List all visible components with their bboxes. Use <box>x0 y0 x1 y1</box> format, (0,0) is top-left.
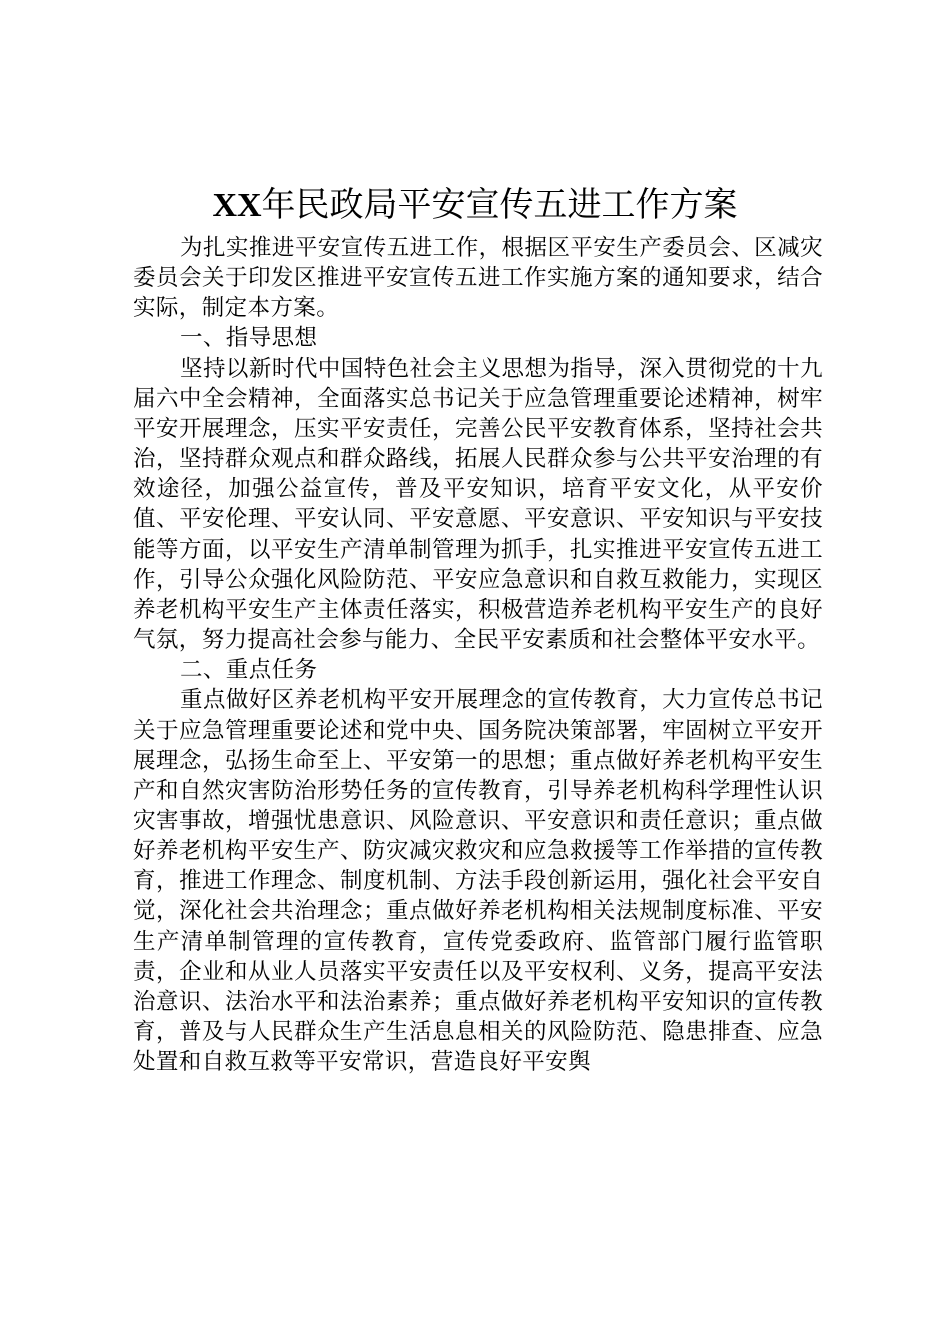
title-prefix: XX <box>212 187 262 224</box>
section-body-key-tasks: 重点做好区养老机构平安开展理念的宣传教育，大力宣传总书记关于应急管理重要论述和党中央、国务院决策部署，牢固树立平安开展理念，弘扬生命至上、平安第一的思想；重点做好养老机构平安生产和自然灾害防治形势任务的宣传教育，引导养老机构科学理性认识灾害事故，增强忧患意识、风险意识、平安意识和责任意识；重点做好养老机构平安生产、防灾减灾救灾和应急救援等工作举措的宣传教育，推进工作理念、制度机制、方法手段创新运用，强化社会平安自觉，深化社会共治理念；重点做好养老机构相关法规制度标准、平安生产清单制管理的宣传教育，宣传党委政府、监管部门履行监管职责，企业和从业人员落实平安责任以及平安权利、义务，提高平安法治意识、法治水平和法治素养；重点做好养老机构平安知识的宣传教育，普及与人民群众生产生活息息相关的风险防范、隐患排查、应急处置和自救互救等平安常识，营造良好平安舆 <box>133 687 823 1076</box>
section-heading-key-tasks: 二、重点任务 <box>180 657 318 684</box>
document-title <box>0 183 950 228</box>
section-heading-guiding-thought: 一、指导思想 <box>180 325 318 352</box>
intro-paragraph: 为扎实推进平安宣传五进工作，根据区平安生产委员会、区减灾委员会关于印发区推进平安宣传五进工作实施方案的通知要求，结合实际，制定本方案。 <box>133 235 823 322</box>
title-text: 年民政局平安宣传五进工作方案 <box>261 185 738 225</box>
document-body <box>133 233 823 1077</box>
section-body-guiding-thought: 坚持以新时代中国特色社会主义思想为指导，深入贯彻党的十九届六中全会精神，全面落实总书记关于应急管理重要论述精神，树牢平安开展理念，压实平安责任，完善公民平安教育体系，坚持社会共治，坚持群众观点和群众路线，拓展人民群众参与公共平安治理的有效途径，加强公益宣传，普及平安知识，培育平安文化，从平安价值、平安伦理、平安认同、平安意愿、平安意识、平安知识与平安技能等方面，以平安生产清单制管理为抓手，扎实推进平安宣传五进工作，引导公众强化风险防范、平安应急意识和自救互救能力，实现区养老机构平安生产主体责任落实，积极营造养老机构平安生产的良好气氛，努力提高社会参与能力、全民平安素质和社会整体平安水平。 <box>133 355 823 654</box>
